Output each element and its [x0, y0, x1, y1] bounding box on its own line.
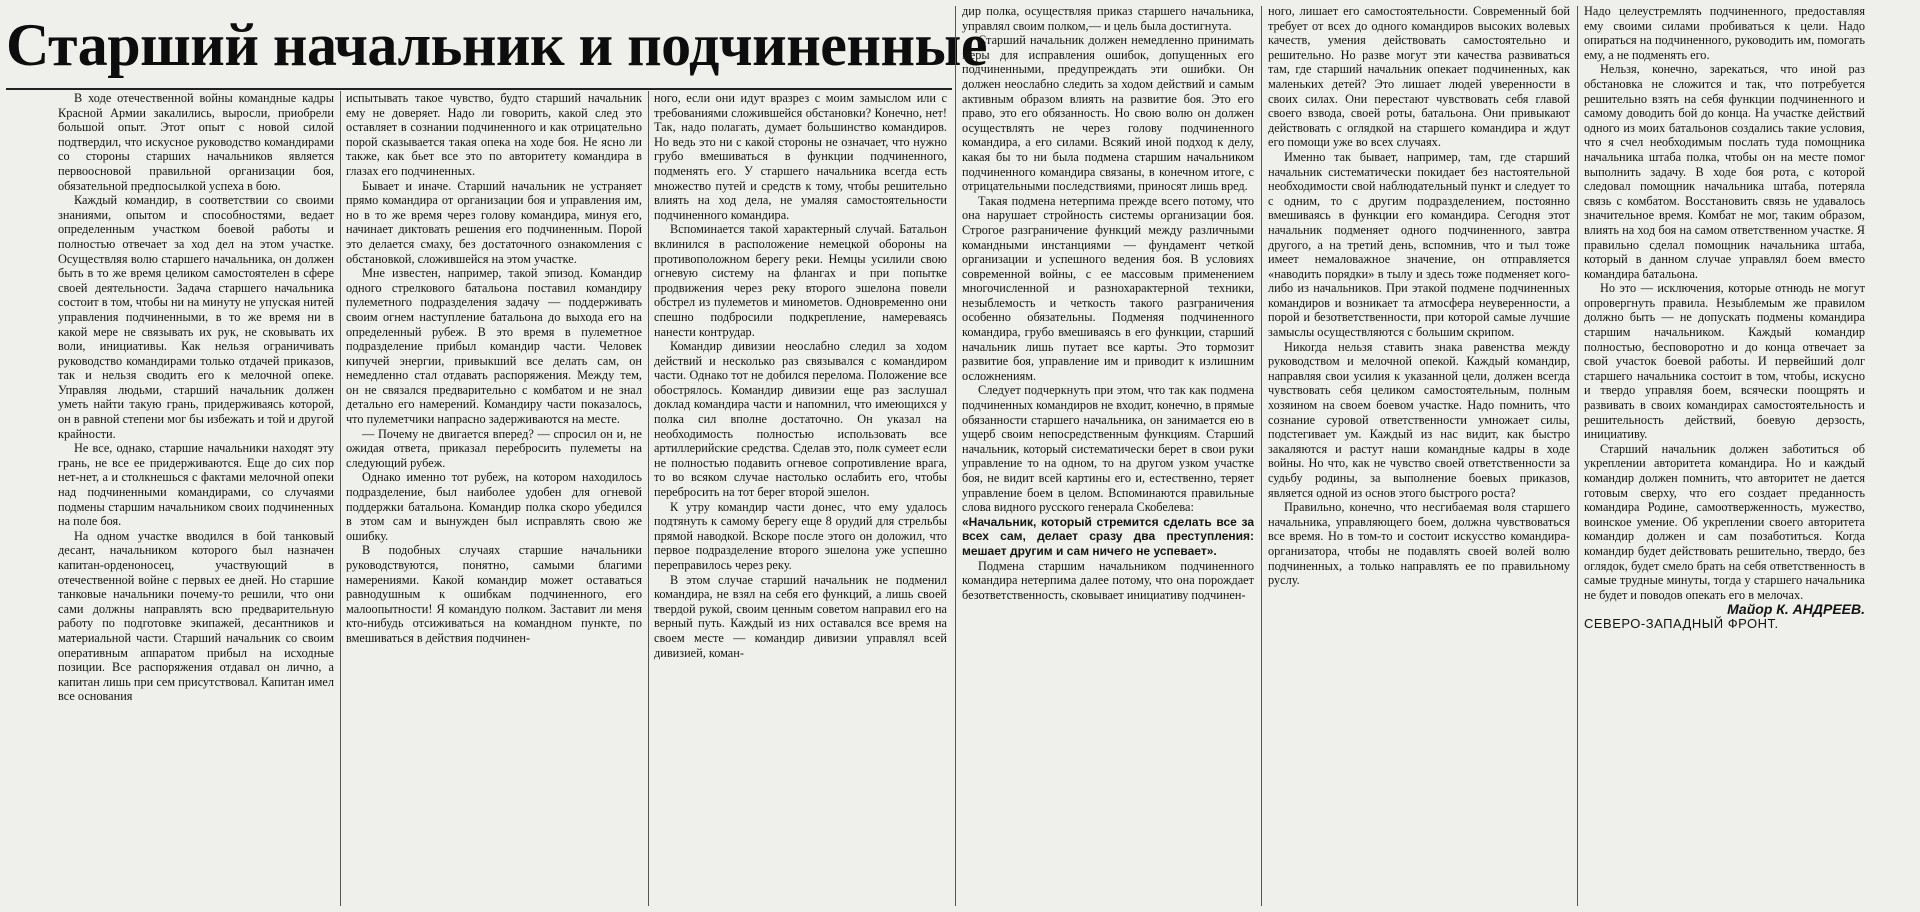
column-rule — [1261, 6, 1262, 906]
paragraph: Бывает и иначе. Старший начальник не устраняет прямо командира от организации боя и управления им, но в то же время через голову командира, минуя его, начинает диктовать решения его подчиненным. Порой это делается смаху, без достаточного ознакомления с обстановкой, сложившейся на этом участке. — [346, 178, 642, 266]
article-column-5 — [1268, 4, 1570, 912]
paragraph: Каждый командир, в соответствии со своими знаниями, опытом и способностями, ведает определенным участком боевой работы и полностью отвечает за ход дел на этом участке. Осуществляя волю старшего начальника, он должен быть в то же время целиком самостоятелен в сфере своей деятельности. Задача старшего начальника состоит в том, чтобы ни на минуту не упуская нитей управления подчиненными, в то же время ни в какой мере не связывать их рук, не сковывать их воли, инициативы. Как нельзя ограничивать руководство командирами только отдачей приказов, так и нельзя сводить его к мелочной опеке. Управляя людьми, старший начальник должен уметь найти такую грань, придерживаясь которой, он в равной степени мог бы избежать и той и другой крайности. — [58, 193, 334, 441]
skobelev-quote: «Начальник, который стремится сделать все за всех сам, делает сразу два преступления: мешает другим и сам ничего не успевает». — [962, 514, 1254, 558]
paragraph: Надо целеустремлять подчиненного, предоставляя ему своими силами пробиваться к цели. Надо опираться на подчиненного, руководить им, помогать ему, а не подменять его. — [1584, 4, 1865, 62]
column-rule — [1577, 6, 1578, 906]
paragraph: Правильно, конечно, что несгибаемая воля старшего начальника, управляющего боем, должна чувствоваться все время. Но в том-то и состоит искусство командира-организатора, чтобы не подавлять своей волей волю подчиненных, а только направлять ее по правильному руслу. — [1268, 500, 1570, 588]
paragraph: Мне известен, например, такой эпизод. Командир одного стрелкового батальона поставил командиру пулеметного подразделения задачу — поддерживать своим огнем наступление батальона до выхода его на определенный рубеж. В это время в пулеметное подразделение прибыл командир части. Человек кипучей энергии, привыкший все делать сам, он немедленно стал отдавать распоряжения. Между тем, он не связался предварительно с комбатом и не знал детально его намерений. Командиру части показалось, что пулеметчики напрасно задерживаются на месте. — [346, 266, 642, 427]
paragraph: ного, если они идут вразрез с моим замыслом или с требованиями сложившейся обстановки? Конечно, нет! Так, надо полагать, думает большинство командиров. Но ведь это ни с какой стороны не означает, что нужно грубо вмешиваться в функции подчиненного, подменять его. У старшего начальника всегда есть множество путей и средств к тому, чтобы решительно влиять на ход дела, не умаляя самостоятельности подчиненного командира. — [654, 91, 947, 222]
article-title: Старший начальник и подчиненные — [6, 12, 988, 78]
paragraph: Не все, однако, старшие начальники находят эту грань, не все ее придерживаются. Еще до сих пор нет-нет, а и столкнешься с фактами мелочной опеки над подчиненными командирами, со случаями подмены старшим начальником своих подчиненных на поле боя. — [58, 441, 334, 529]
paragraph: дир полка, осуществляя приказ старшего начальника, управлял своим полком,— и цель была достигнута. — [962, 4, 1254, 33]
paragraph: В ходе отечественной войны командные кадры Красной Армии закалились, выросли, приобрели большой опыт. Этот опыт с новой силой подтвердил, что искусное руководство командирами со стороны старших начальников является первоосновой правильной организации боя, обязательной предпосылкой успеха в бою. — [58, 91, 334, 193]
column-rule — [955, 6, 956, 906]
front-name: СЕВЕРО-ЗАПАДНЫЙ ФРОНТ. — [1584, 615, 1779, 631]
article-column-3 — [654, 91, 947, 912]
paragraph: Старший начальник должен немедленно принимать меры для исправления ошибок, допущенных его подчиненными, предупреждать эти ошибки. Он должен неослабно следить за ходом действий и самым активным образом влиять на развитие боя. Это его право, это его обязанность. Но свою волю он должен осуществлять не через голову подчиненного командира, а его силами. Всякий иной подход к делу, какая бы то ни была подмена старшим начальником подчиненного командира связаны, в конечном итоге, с отрицательными последствиями, приносят лишь вред. — [962, 33, 1254, 194]
paragraph: Командир дивизии неослабно следил за ходом действий и несколько раз связывался с командиром части. Однако тот не добился перелома. Положение все обострялось. Командир дивизии еще раз заслушал доклад командира части и напомнил, что имеющихся у полка сил вполне достаточно. Он указал на необходимость полностью использовать все артиллерийские средства. Сделав это, полк сумеет если не полностью подавить огневое сопротивление врага, то во всяком случае настолько ослабить его, чтобы перебросить на тот берег второй эшелон. — [654, 339, 947, 500]
paragraph: испытывать такое чувство, будто старший начальник ему не доверяет. Надо ли говорить, какой след это оставляет в сознании подчиненного и как отрицательно порой сказывается такая опека на ходе боя. Не ясно ли также, как бьет все это по авторитету командира в глазах его подчиненных. — [346, 91, 642, 178]
paragraph: Нельзя, конечно, зарекаться, что иной раз обстановка не сложится и так, что потребуется решительно взять на себя функции подчиненного и самому доводить бой до конца. На участке действий одного из моих батальонов создались такие условия, что я счел необходимым послать туда помощника начальника штаба полка, чтобы он на месте помог выполнить задачу. В ходе боя рота, с которой следовал помощник начальника штаба, потеряла связь с комбатом. Восстановить связь не удавалось значительное время. Комбат не мог, таким образом, влиять на ход боя на самом ответственном участке. Я правильно сделал помощник начальника штаба, который в данном случае управлял боем вместо командира батальона. — [1584, 62, 1865, 281]
paragraph: Следует подчеркнуть при этом, что так как подмена подчиненных командиров не входит, конечно, в прямые обязанности старшего начальника, он занимается ею в ущерб своим непосредственным функциям. Старший начальник, который систематически берет в свои руки управление то на одном, то на другом узком участке боя, не видит всей картины его и, естественно, теряет управление боем в целом. Вспоминаются правильные слова видного русского генерала Скобелева: — [962, 383, 1254, 515]
column-rule — [648, 91, 649, 906]
paragraph: В этом случае старший начальник не подменил командира, не взял на себя его функций, а лишь своей твердой рукой, своим ценным советом направил его на верный путь. Каждый из них оставался все время на своем месте — командир дивизии управлял всей дивизией, коман- — [654, 572, 947, 660]
article-column-6 — [1584, 4, 1865, 912]
paragraph: К утру командир части донес, что ему удалось подтянуть к самому берегу еще 8 орудий для стрельбы прямой наводкой. Вскоре после этого он доложил, что первое подразделение второго эшелона уже успешно переправилось через реку. — [654, 499, 947, 572]
paragraph: — Почему не двигается вперед? — спросил он и, не ожидая ответа, приказал перебросить пулеметы на следующий рубеж. — [346, 426, 642, 470]
paragraph: ного, лишает его самостоятельности. Современный бой требует от всех до одного командиров высоких волевых качеств, умения действовать самостоятельно и решительно. Но разве могут эти качества развиваться там, где старший начальник опекает подчиненных, как маленьких детей? Это лишает людей уверенности в своих силах. Они перестают чувствовать себя главой своего взвода, своей роты, батальона. Они привыкают действовать с оглядкой на старшего командира и ждут его помощи уже во всех случаях. — [1268, 4, 1570, 150]
title-rule — [6, 88, 952, 90]
article-column-1 — [58, 91, 334, 912]
paragraph: Никогда нельзя ставить знака равенства между руководством и мелочной опекой. Каждый командир, направляя свои усилия к указанной цели, должен всегда чувствовать себя целиком самостоятельным, полным хозяином на своем боевом участке. Надо помнить, что сознание суровой ответственности умножает силы, подстегивает ум. Каждый из нас видит, как быстро закаляются и растут наши командные кадры в ходе войны. Но что, как не чувство своей ответственности за судьбу родины, за выполнение боевых приказов, является одной из основ этого быстрого роста? — [1268, 339, 1570, 500]
paragraph: Однако именно тот рубеж, на котором находилось подразделение, был наиболее удобен для огневой поддержки батальона. Командир полка скоро убедился в этом сам и вынужден был исправлять свою же ошибку. — [346, 470, 642, 543]
paragraph: Старший начальник должен заботиться об укреплении авторитета командира. Но и каждый командир должен помнить, что авторитет не дается готовым сверху, что его создает преданность командира Родине, самоотверженность, мужество, воинское умение. Об укреплении своего авторитета командир должен и сам позаботиться. Когда командир будет действовать решительно, твердо, без оглядок, будет смело брать на себя ответственность в самые трудные минуты, тогда у старшего начальника не будет и поводов опекать его в мелочах. — [1584, 441, 1865, 602]
article-column-2 — [346, 91, 642, 912]
paragraph: Такая подмена нетерпима прежде всего потому, что она нарушает стройность системы организации боя. Строгое разграничение функций между различными командными инстанциями — фундамент четкой организации и успешного ведения боя. В условиях современной войны, с ее массовым применением многочисленной и разнохарактерной техники, незыблемость и четкость такого разграничения особенно обязательны. Подменяя подчиненного командира, грубо вмешиваясь в его функции, старший начальник лишь путает все карты. Это тормозит развитие боя, управление им и приводит к излишним осложнениям. — [962, 193, 1254, 383]
author-signature: Майор К. АНДРЕЕВ. — [1727, 601, 1865, 618]
paragraph: Именно так бывает, например, там, где старший начальник систематически покидает без настоятельной необходимости свой наблюдательный пункт и следует то с одним, то с другим подразделением, постоянно вмешиваясь в функции его командира. Сегодня этот начальник подменяет одного подчиненного, завтра другого, а на третий день, вспомнив, что и тыл тоже имеет немаловажное значение, он отправляется «наводить порядки» в тылу и здесь тоже подменяет кого-либо из начальников. При этакой подмене подчиненных командиров и возникает та атмосфера неуверенности, а порой и безответственности, при которой самые лучшие замыслы осуществляются с большим скрипом. — [1268, 149, 1570, 340]
column-rule — [340, 91, 341, 906]
paragraph: В подобных случаях старшие начальники руководствуются, понятно, самыми благими намерениями. Какой командир может оставаться равнодушным к ошибкам подчиненного, его малоопытности! Я командую полком. Заставит ли меня кто-нибудь отсиживаться на командном пункте, по вмешиваться в действия подчинен- — [346, 543, 642, 645]
paragraph: На одном участке вводился в бой танковый десант, начальником которого был назначен капитан-орденоносец, участвующий в отечественной войне с первых ее дней. Но старшие танковые начальники почему-то решили, что они сами должны направлять всю предварительную работу по подготовке экипажей, десантников и материальной части. Старший начальник со своим оперативным аппаратом прибыл на исходные позиции. Все распоряжения отдавал он лично, а капитан лишь при сем присутствовал. Капитан имел все основания — [58, 528, 334, 704]
paragraph: Вспоминается такой характерный случай. Батальон вклинился в расположение немецкой обороны на противоположном берегу реки. Немцы усилили свою огневую систему на флангах и при попытке продвижения через реку второго эшелона повели обстрел из пулеметов и минометов. Одновременно они спешно подбросили подкрепление, намереваясь нанести контрудар. — [654, 222, 947, 339]
paragraph: Подмена старшим начальником подчиненного командира нетерпима далее потому, что она порождает безответственность, сковывает инициативу подчинен- — [962, 558, 1254, 602]
article-column-4 — [962, 4, 1254, 912]
paragraph: Но это — исключения, которые отнюдь не могут опровергнуть правила. Незыблемым же правилом должно быть — не допускать подмены командира старшим начальником. Каждый командир полностью, бесповоротно и до конца отвечает за свой участок боевой работы. И первейший долг старшего начальника состоит в том, чтобы, искусно и твердо управляя боем, всячески поощрять и развивать в своих командирах самостоятельность и решительность действий, боевую дерзость, инициативу. — [1584, 281, 1865, 442]
